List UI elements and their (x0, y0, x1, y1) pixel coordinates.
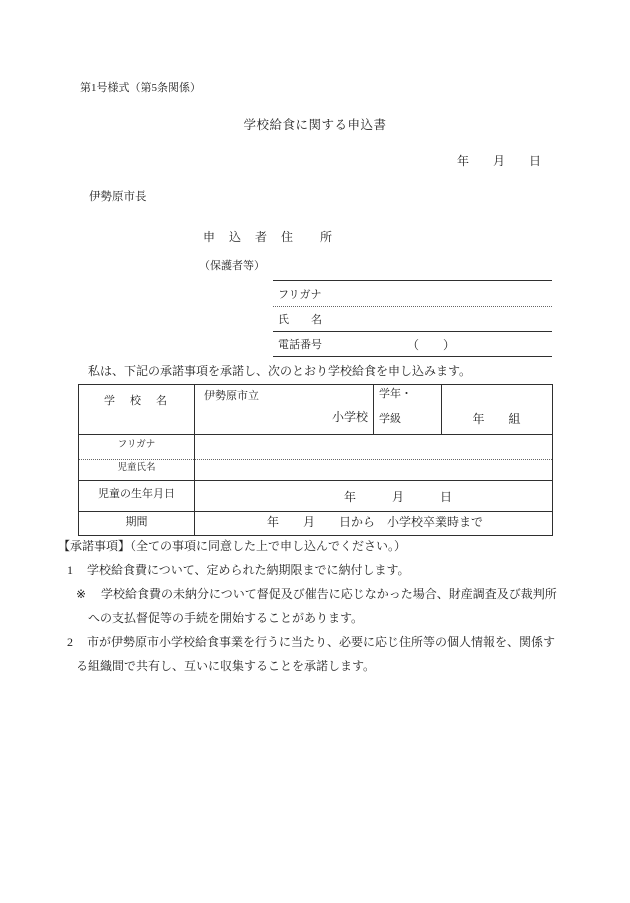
terms-item-2-continued-text: る組織間で共有し、互いに収集することを承諾します。 (76, 659, 376, 673)
table-row-divider (79, 434, 552, 435)
page-title: 学校給食に関する申込書 (243, 118, 387, 132)
terms-item-2-text: 市が伊勢原市小学校給食事業を行うに当たり、必要に応じ住所等の個人情報を、関係す (87, 635, 556, 649)
form-number: 第1号様式（第5条関係） (80, 82, 201, 94)
phone-label: 電話番号 (278, 339, 322, 351)
table-column-divider (194, 385, 195, 535)
table-row-divider (79, 511, 552, 512)
declaration-sentence: 私は、下記の承諾事項を承諾し、次のとおり学校給食を申し込みます。 (88, 364, 472, 378)
applicant-address-heading: 申 込 者 住 所 (203, 230, 334, 244)
name-label: 氏 名 (278, 314, 322, 326)
grade-class-label-line2: 学級 (379, 413, 401, 425)
terms-item-2 (67, 635, 555, 649)
addressee-mayor: 伊勢原市長 (89, 191, 147, 203)
child-name-label: 児童氏名 (117, 463, 156, 473)
application-table (78, 384, 553, 536)
terms-note-continued-text: への支払督促等の手続を開始することがあります。 (88, 611, 364, 625)
terms-note (76, 587, 557, 601)
terms-item-2-continued (76, 659, 375, 673)
terms-note-continued (88, 611, 363, 625)
terms-heading: 【承諾事項】（全ての事項に同意した上で申し込んでください。） (58, 539, 407, 553)
school-name-prefix: 伊勢原市立 (204, 390, 259, 402)
furigana-field-row (273, 281, 552, 307)
child-furigana-label: フリガナ (117, 440, 156, 450)
guardian-note: （保護者等） (199, 260, 265, 272)
child-birthdate-label: 児童の生年月日 (98, 488, 175, 500)
terms-item-1 (67, 563, 410, 577)
applicant-contact-block (273, 255, 552, 357)
table-column-divider (441, 385, 442, 434)
grade-class-label-line1: 学年・ (379, 388, 412, 400)
terms-item-2-marker: 2 (67, 635, 73, 649)
school-name-suffix: 小学校 (332, 410, 369, 424)
grade-class-blank-value: 年 組 (472, 412, 521, 426)
phone-parentheses: （ ） (407, 337, 456, 352)
table-column-divider (373, 385, 374, 434)
child-birthdate-blank-value: 年 月 日 (344, 490, 453, 504)
terms-note-marker: ※ (76, 587, 87, 601)
school-name-label: 学 校 名 (104, 395, 169, 407)
table-row-divider (79, 480, 552, 481)
phone-field-row (273, 332, 552, 357)
terms-item-1-marker: 1 (67, 563, 73, 577)
period-label: 期間 (125, 516, 148, 528)
terms-note-text: 学校給食費の未納分について督促及び催告に応じなかった場合、財産調査及び裁判所 (101, 587, 557, 601)
furigana-label: フリガナ (278, 288, 322, 301)
address-blank-field (273, 255, 552, 281)
terms-item-1-text: 学校給食費について、定められた納期限までに納付します。 (87, 563, 410, 577)
table-dotted-divider (79, 459, 552, 460)
date-blank-line: 年 月 日 (457, 154, 542, 168)
period-blank-value: 年 月 日から 小学校卒業時まで (267, 515, 484, 529)
name-field-row (273, 307, 552, 332)
